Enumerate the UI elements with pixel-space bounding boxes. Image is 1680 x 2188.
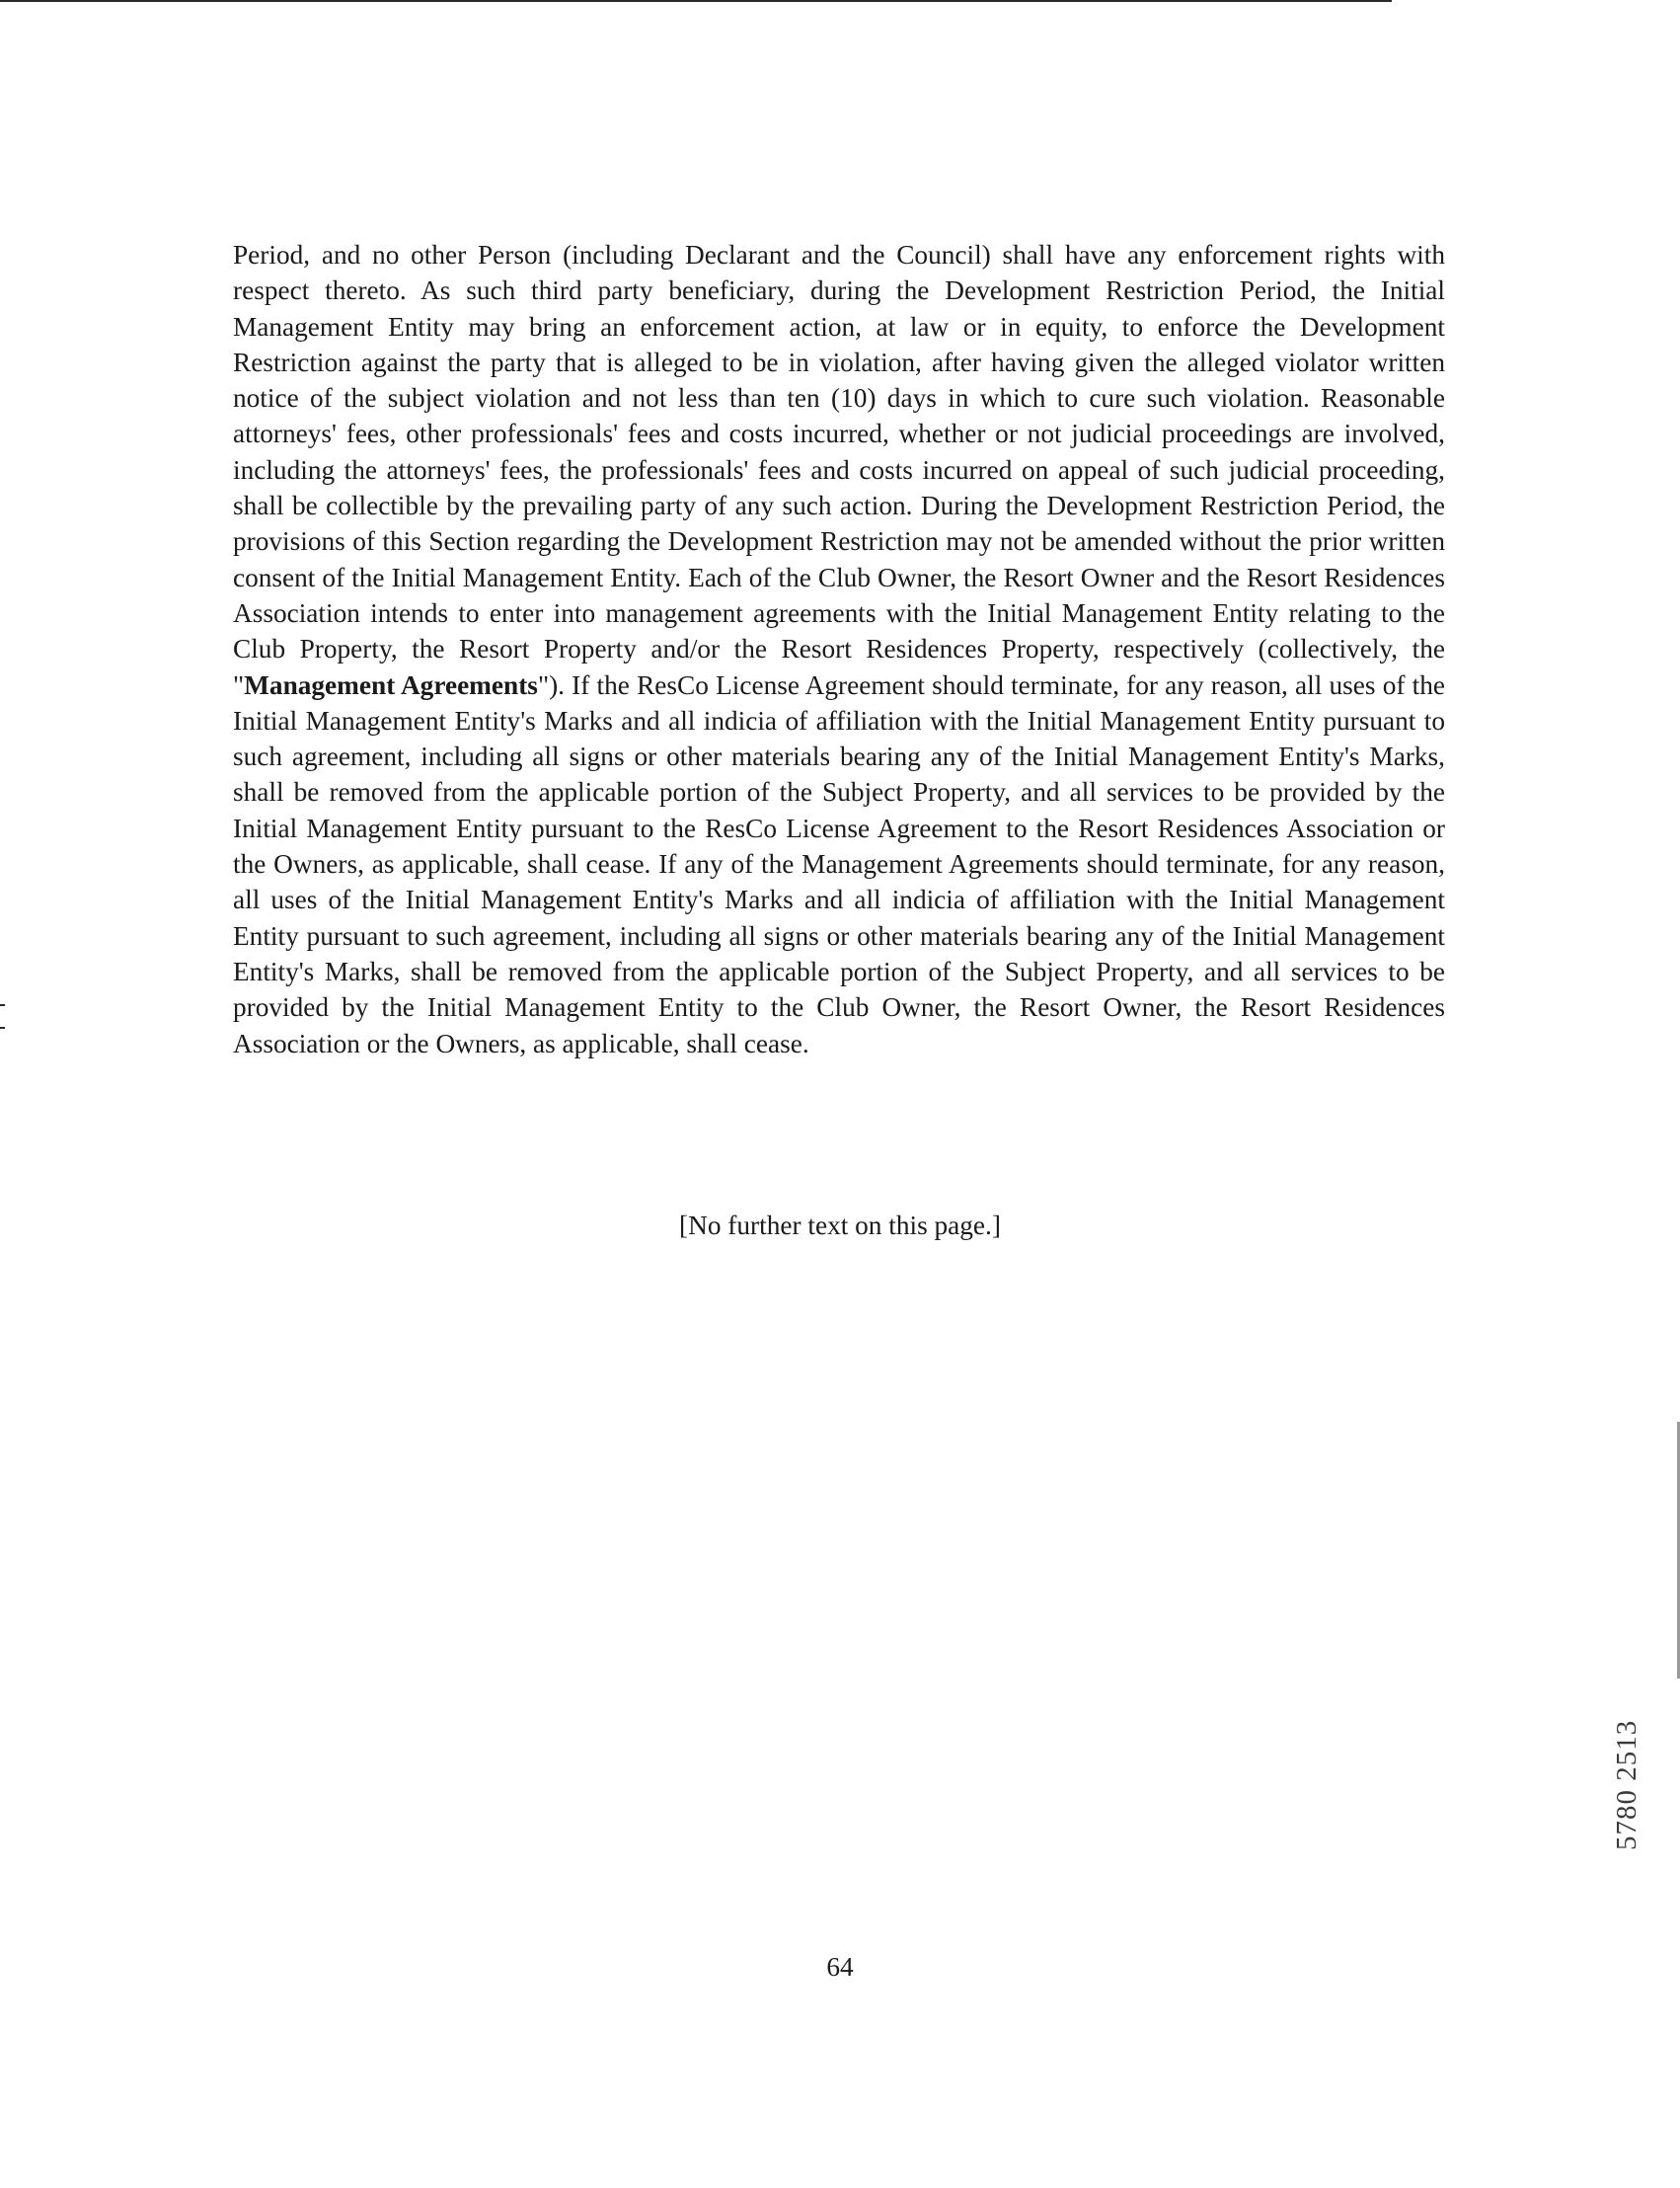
no-further-text-note: [No further text on this page.] <box>679 1211 1001 1240</box>
paragraph-text-start: Period, and no other Person (including Declarant and the Council) shall have any enforcement rights with respect thereto. As such third party beneficiary, during the Development Restriction Period, the Initial Management Entity may bring an enforcement action, at law or in equity, to enforce the Development Restriction against the party that is alleged to be in violation, after having given the alleged violator written notice of the subject violation and not less than ten (10) days in which to cure such violation. Reasonable attorneys' fees, other professionals' fees and costs incurred, whether or not judicial proceedings are involved, including the attorneys' fees, the professionals' fees and costs incurred on appeal of such judicial proceeding, shall be collectible by the prevailing party of any such action. During the Development Restriction Period, the provisions of this Section regarding the Development Restriction may not be amended without the prior written consent of the Initial Management Entity. Each of the Club Owner, the Resort Owner and the Resort Residences Association intends to enter into management agreements with the Initial Management Entity relating to the Club Property, the Resort Property and/or the Resort Residences Property, respectively (collectively, the " <box>233 240 1445 700</box>
margin-stamp-text: 5780 2513 <box>1611 1719 1642 1850</box>
paragraph-text-end: "). If the ResCo License Agreement should terminate, for any reason, all uses of the Initial Management Entity's Marks and all indicia of affiliation with the Initial Management Entity pursuant to such agreement, including all signs or other materials bearing any of the Initial Management Entity's Marks, shall be removed from the applicable portion of the Subject Property, and all services to be provided by the Initial Management Entity pursuant to the ResCo License Agreement to the Resort Residences Association or the Owners, as applicable, shall cease. If any of the Management Agreements should terminate, for any reason, all uses of the Initial Management Entity's Marks and all indicia of affiliation with the Initial Management Entity pursuant to such agreement, including all signs or other materials bearing any of the Initial Management Entity's Marks, shall be removed from the applicable portion of the Subject Property, and all services to be provided by the Initial Management Entity to the Club Owner, the Resort Owner, the Resort Residences Association or the Owners, as applicable, shall cease. <box>233 669 1445 1058</box>
defined-term-management-agreements: Management Agreements <box>244 669 538 700</box>
page-number: 64 <box>826 1952 854 1982</box>
body-paragraph <box>233 237 1445 1061</box>
top-scan-rule <box>0 0 1392 2</box>
left-margin-tick <box>0 1004 5 1006</box>
margin-stamp <box>1610 1586 1643 1852</box>
left-margin-tick <box>0 1027 5 1029</box>
